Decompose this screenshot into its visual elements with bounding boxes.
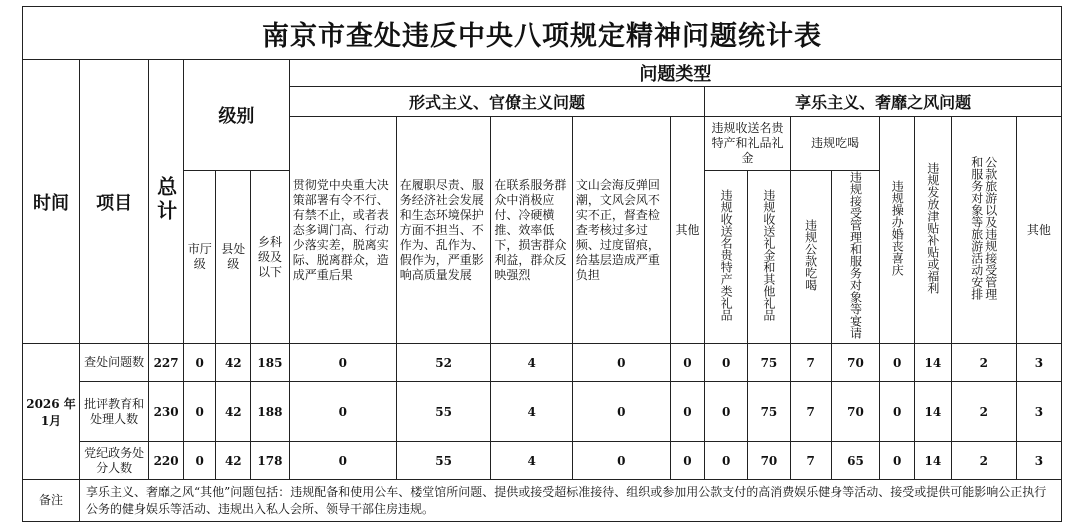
header-formalism-col-1: 贯彻党中央重大决策部署有令不行、有禁不止，或者表态多调门高、行动少落实差，脱离实际、脱离群众，造成严重后果	[289, 117, 396, 344]
cell-county: 42	[216, 344, 251, 382]
cell-total: 230	[149, 382, 184, 442]
cell-dining-1: 7	[790, 382, 831, 442]
table-row	[23, 442, 1062, 480]
header-hedonism-col-1: 违规操办婚丧喜庆	[890, 180, 905, 276]
cell-dining-2: 70	[831, 344, 880, 382]
cell-city: 0	[183, 344, 216, 382]
header-gift-col-1-cell	[705, 171, 748, 344]
cell-formalism-other: 0	[670, 344, 705, 382]
cell-formalism-1: 0	[289, 344, 396, 382]
cell-hedonism-other: 3	[1016, 442, 1061, 480]
cell-formalism-1: 0	[289, 442, 396, 480]
cell-formalism-4: 0	[572, 382, 670, 442]
header-total-cell	[149, 60, 184, 344]
cell-dining-1: 7	[790, 344, 831, 382]
cell-hedonism-1: 0	[880, 382, 915, 442]
header-gift-col-2-cell	[748, 171, 791, 344]
header-problem-type: 问题类型	[289, 60, 1061, 87]
header-dining-col-1: 违规公款吃喝	[803, 219, 818, 291]
cell-formalism-2: 55	[396, 382, 491, 442]
header-level: 级别	[183, 60, 289, 171]
header-gift-group: 违规收送名贵特产和礼品礼金	[705, 117, 791, 171]
cell-township: 185	[251, 344, 290, 382]
header-dining-group: 违规吃喝	[790, 117, 880, 171]
header-hedonism-other: 其他	[1016, 117, 1061, 344]
header-level-city: 市厅级	[183, 171, 216, 344]
table-title: 南京市查处违反中央八项规定精神问题统计表	[23, 7, 1062, 60]
cell-formalism-4: 0	[572, 442, 670, 480]
cell-hedonism-1: 0	[880, 344, 915, 382]
note-text: 享乐主义、奢靡之风“其他”问题包括：违规配备和使用公车、楼堂馆所问题、提供或接受超标准接待、组织或参加用公款支付的高消费娱乐健身等活动、接受或提供可能影响公正执行公务的健身娱乐等活动、违规出入私人会所、领导干部住房违规。	[80, 480, 1062, 522]
header-dining-col-2-cell	[831, 171, 880, 344]
cell-county: 42	[216, 382, 251, 442]
cell-township: 178	[251, 442, 290, 480]
cell-formalism-4: 0	[572, 344, 670, 382]
cell-total: 220	[149, 442, 184, 480]
header-formalism-col-2: 在履职尽责、服务经济社会发展和生态环境保护方面不担当、不作为、乱作为、假作为，严重影响高质量发展	[396, 117, 491, 344]
row-label: 批评教育和处理人数	[80, 382, 149, 442]
header-hedonism: 享乐主义、奢靡之风问题	[705, 87, 1062, 117]
cell-formalism-2: 55	[396, 442, 491, 480]
header-time: 时间	[23, 60, 80, 344]
cell-gift-1: 0	[705, 442, 748, 480]
cell-gift-2: 75	[748, 382, 791, 442]
header-level-county: 县处级	[216, 171, 251, 344]
header-formalism-col-4: 文山会海反弹回潮，文风会风不实不正，督查检查考核过多过频、过度留痕，给基层造成严重负担	[572, 117, 670, 344]
row-label: 查处问题数	[80, 344, 149, 382]
cell-hedonism-other: 3	[1016, 344, 1061, 382]
cell-total: 227	[149, 344, 184, 382]
header-formalism-col-3: 在联系服务群众中消极应付、冷硬横推、效率低下，损害群众利益，群众反映强烈	[491, 117, 572, 344]
header-hedonism-col-1-cell	[880, 117, 915, 344]
cell-hedonism-other: 3	[1016, 382, 1061, 442]
header-level-township: 乡科级及以下	[251, 171, 290, 344]
cell-formalism-3: 4	[491, 382, 572, 442]
header-hedonism-col-2: 违规发放津贴补贴或福利	[925, 162, 940, 294]
note-label: 备注	[23, 480, 80, 522]
header-item: 项目	[80, 60, 149, 344]
header-dining-col-2: 违规接受管理和服务对象等宴请	[848, 171, 863, 339]
header-hedonism-col-3: 公款旅游以及违规接受管理和服务对象等旅游活动安排	[969, 156, 998, 300]
cell-gift-2: 75	[748, 344, 791, 382]
header-total: 总计	[153, 175, 178, 224]
cell-formalism-other: 0	[670, 382, 705, 442]
cell-city: 0	[183, 442, 216, 480]
statistics-table	[22, 6, 1062, 522]
cell-hedonism-3: 2	[951, 382, 1016, 442]
cell-gift-1: 0	[705, 344, 748, 382]
header-dining-col-1-cell	[790, 171, 831, 344]
cell-hedonism-3: 2	[951, 344, 1016, 382]
row-label: 党纪政务处分人数	[80, 442, 149, 480]
cell-formalism-3: 4	[491, 442, 572, 480]
header-gift-col-2: 违规收送礼金和其他礼品	[761, 189, 776, 321]
cell-hedonism-2: 14	[915, 442, 952, 480]
cell-city: 0	[183, 382, 216, 442]
cell-formalism-1: 0	[289, 382, 396, 442]
header-formalism: 形式主义、官僚主义问题	[289, 87, 704, 117]
statistics-table-wrapper	[22, 6, 1062, 522]
table-row	[23, 382, 1062, 442]
cell-formalism-other: 0	[670, 442, 705, 480]
cell-dining-1: 7	[790, 442, 831, 480]
cell-formalism-2: 52	[396, 344, 491, 382]
period-cell: 2026 年1月	[23, 344, 80, 480]
cell-county: 42	[216, 442, 251, 480]
header-gift-col-1: 违规收送名贵特产类礼品	[719, 189, 734, 321]
table-row	[23, 344, 1062, 382]
cell-hedonism-2: 14	[915, 344, 952, 382]
cell-dining-2: 70	[831, 382, 880, 442]
cell-formalism-3: 4	[491, 344, 572, 382]
cell-gift-1: 0	[705, 382, 748, 442]
cell-township: 188	[251, 382, 290, 442]
cell-hedonism-2: 14	[915, 382, 952, 442]
cell-hedonism-1: 0	[880, 442, 915, 480]
header-hedonism-col-2-cell	[915, 117, 952, 344]
cell-hedonism-3: 2	[951, 442, 1016, 480]
cell-dining-2: 65	[831, 442, 880, 480]
header-hedonism-col-3-cell	[951, 117, 1016, 344]
header-formalism-other: 其他	[670, 117, 705, 344]
cell-gift-2: 70	[748, 442, 791, 480]
